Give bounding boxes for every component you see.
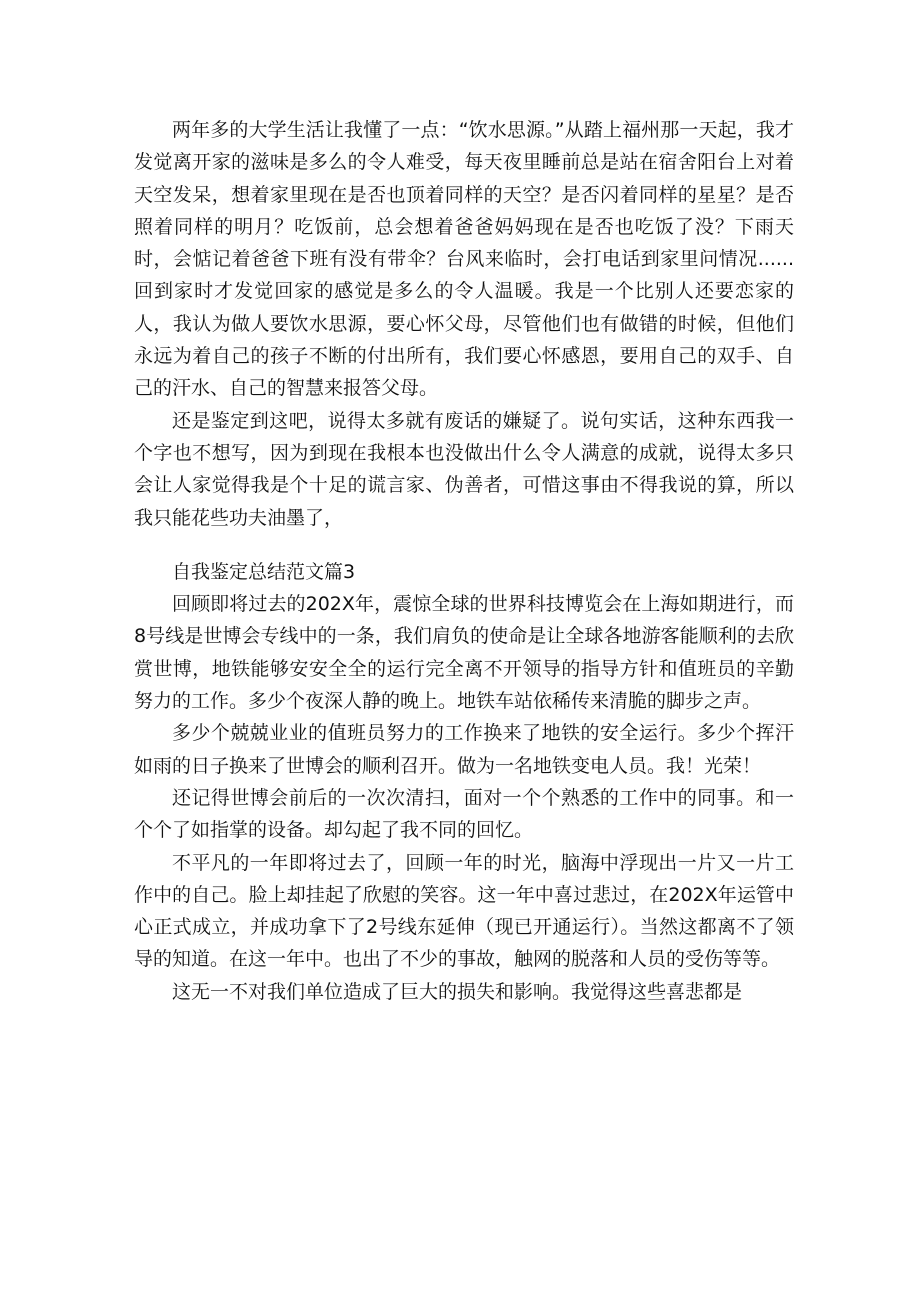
paragraph-closing-remarks: 还是鉴定到这吧，说得太多就有废话的嫌疑了。说句实话，这种东西我一个字也不想写，因为到现在我根本也没做出什么令人满意的成就，说得太多只会让人家觉得我是个十足的谎言家、伪善者，可惜这事由不得我说的算，所以我只能花些功夫油墨了，	[134, 409, 794, 529]
paragraph-cleaning-memories: 还记得世博会前后的一次次清扫，面对一个个熟悉的工作中的同事。和一个个了如指掌的设备。却勾起了我不同的回忆。	[134, 786, 794, 842]
paragraph-losses-impact: 这无一不对我们单位造成了巨大的损失和影响。我觉得这些喜悲都是	[172, 980, 743, 1003]
paragraph-filial-gratitude: 两年多的大学生活让我懂了一点：“饮水思源。”从踏上福州那一天起，我才发觉离开家的滋味是多么的令人难受，每天夜里睡前总是站在宿舍阳台上对着天空发呆，想着家里现在是否也顶着同样的天空？是否闪着同样的星星？是否照着同样的明月？吃饭前，总会想着爸爸妈妈现在是否也吃饭了没？下雨天时，会惦记着爸爸下班有没有带伞？台风来临时，会打电话到家里问情况......回到家时才发觉回家的感觉是多么的令人温暖。我是一个比别人还要恋家的人，我认为做人要饮水思源，要心怀父母，尽管他们也有做错的时候，但他们永远为着自己的孩子不断的付出所有，我们要心怀感恩，要用自己的双手、自己的汗水、自己的智慧来报答父母。	[134, 119, 794, 400]
paragraph-year-review: 不平凡的一年即将过去了，回顾一年的时光，脑海中浮现出一片又一片工作中的自己。脸上却挂起了欣慰的笑容。这一年中喜过悲过，在202X年运管中心正式成立，并成功拿下了2号线东延伸（现已开通运行）。当然这都离不了领导的知道。在这一年中。也出了不少的事故，触网的脱落和人员的受伤等等。	[134, 851, 794, 971]
paragraph-duty-staff: 多少个兢兢业业的值班员努力的工作换来了地铁的安全运行。多少个挥汗如雨的日子换来了世博会的顺利召开。做为一名地铁变电人员。我！光荣！	[134, 722, 794, 777]
paragraph-expo-review: 回顾即将过去的202X年，震惊全球的世界科技博览会在上海如期进行，而8号线是世博会专线中的一条，我们肩负的使命是让全球各地游客能顺利的去欣赏世博，地铁能够安安全全的运行完全离不开领导的指导方针和值班员的辛勤努力的工作。多少个夜深人静的晚上。地铁车站依稀传来清脆的脚步之声。	[134, 593, 794, 713]
section-heading: 自我鉴定总结范文篇3	[172, 560, 356, 583]
document-body	[134, 114, 794, 1008]
